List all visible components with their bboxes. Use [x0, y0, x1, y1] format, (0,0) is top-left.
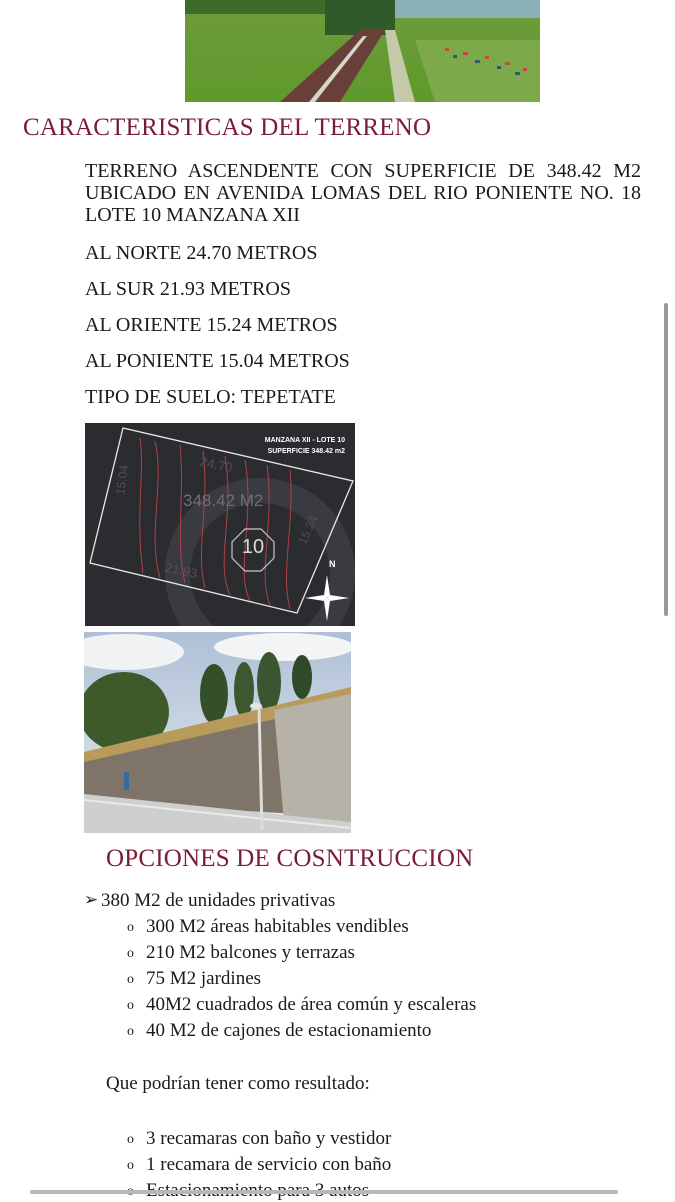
sub-bullet-1: 300 M2 áreas habitables vendibles [146, 916, 409, 937]
site-photo [84, 632, 351, 833]
circle-bullet-icon: o [127, 972, 134, 987]
plan-label-block: MANZANA XII - LOTE 10 [264, 437, 345, 444]
north-label: N [329, 559, 336, 569]
terrain-description: TERRENO ASCENDENTE CON SUPERFICIE DE 348.42 M2 UBICADO EN AVENIDA LOMAS DEL RIO PONIENTE NO. 18 LOTE 10 MANZANA XII [85, 160, 641, 226]
circle-bullet-icon: o [127, 998, 134, 1013]
soil-type: TIPO DE SUELO: TEPETATE [85, 386, 336, 408]
road-photo [185, 0, 540, 102]
section-title-caracteristicas: CARACTERISTICAS DEL TERRENO [23, 114, 432, 141]
boundary-west: AL PONIENTE 15.04 METROS [85, 350, 350, 372]
result-intro: Que podrían tener como resultado: [106, 1073, 370, 1094]
result-bullet-1: 3 recamaras con baño y vestidor [146, 1128, 392, 1149]
vertical-scrollbar[interactable] [664, 303, 668, 616]
plan-area-text: 348.42 M2 [183, 491, 264, 510]
lot-plan-drawing [85, 423, 355, 626]
circle-bullet-icon: o [127, 1024, 134, 1039]
sub-bullet-4: 40M2 cuadrados de área común y escaleras [146, 994, 477, 1015]
arrow-bullet-icon: ➢ [84, 890, 99, 909]
plan-dim-left: 15.04 [112, 464, 132, 496]
boundary-east: AL ORIENTE 15.24 METROS [85, 314, 338, 336]
circle-bullet-icon: o [127, 1158, 134, 1173]
sub-bullet-2: 210 M2 balcones y terrazas [146, 942, 355, 963]
result-bullet-2: 1 recamara de servicio con baño [146, 1154, 392, 1175]
section-title-opciones: OPCIONES DE COSNTRUCCION [106, 845, 474, 872]
plan-label-area: SUPERFICIE 348.42 m2 [267, 448, 345, 455]
compass-rose-icon [305, 575, 349, 621]
plan-dim-right: 15.24 [295, 513, 321, 547]
plan-dim-top: 24.70 [198, 453, 234, 476]
horizontal-scrollbar[interactable] [30, 1190, 618, 1194]
circle-bullet-icon: o [127, 1132, 134, 1147]
plan-dim-bottom: 21.93 [163, 559, 199, 582]
circle-bullet-icon: o [127, 920, 134, 935]
sub-bullet-3: 75 M2 jardines [146, 968, 262, 989]
lot-number: 10 [241, 536, 265, 558]
boundary-north: AL NORTE 24.70 METROS [85, 242, 318, 264]
boundary-south: AL SUR 21.93 METROS [85, 278, 291, 300]
circle-bullet-icon: o [127, 946, 134, 961]
main-bullet-text: 380 M2 de unidades privativas [101, 890, 336, 911]
sub-bullet-5: 40 M2 de cajones de estacionamiento [146, 1020, 432, 1041]
